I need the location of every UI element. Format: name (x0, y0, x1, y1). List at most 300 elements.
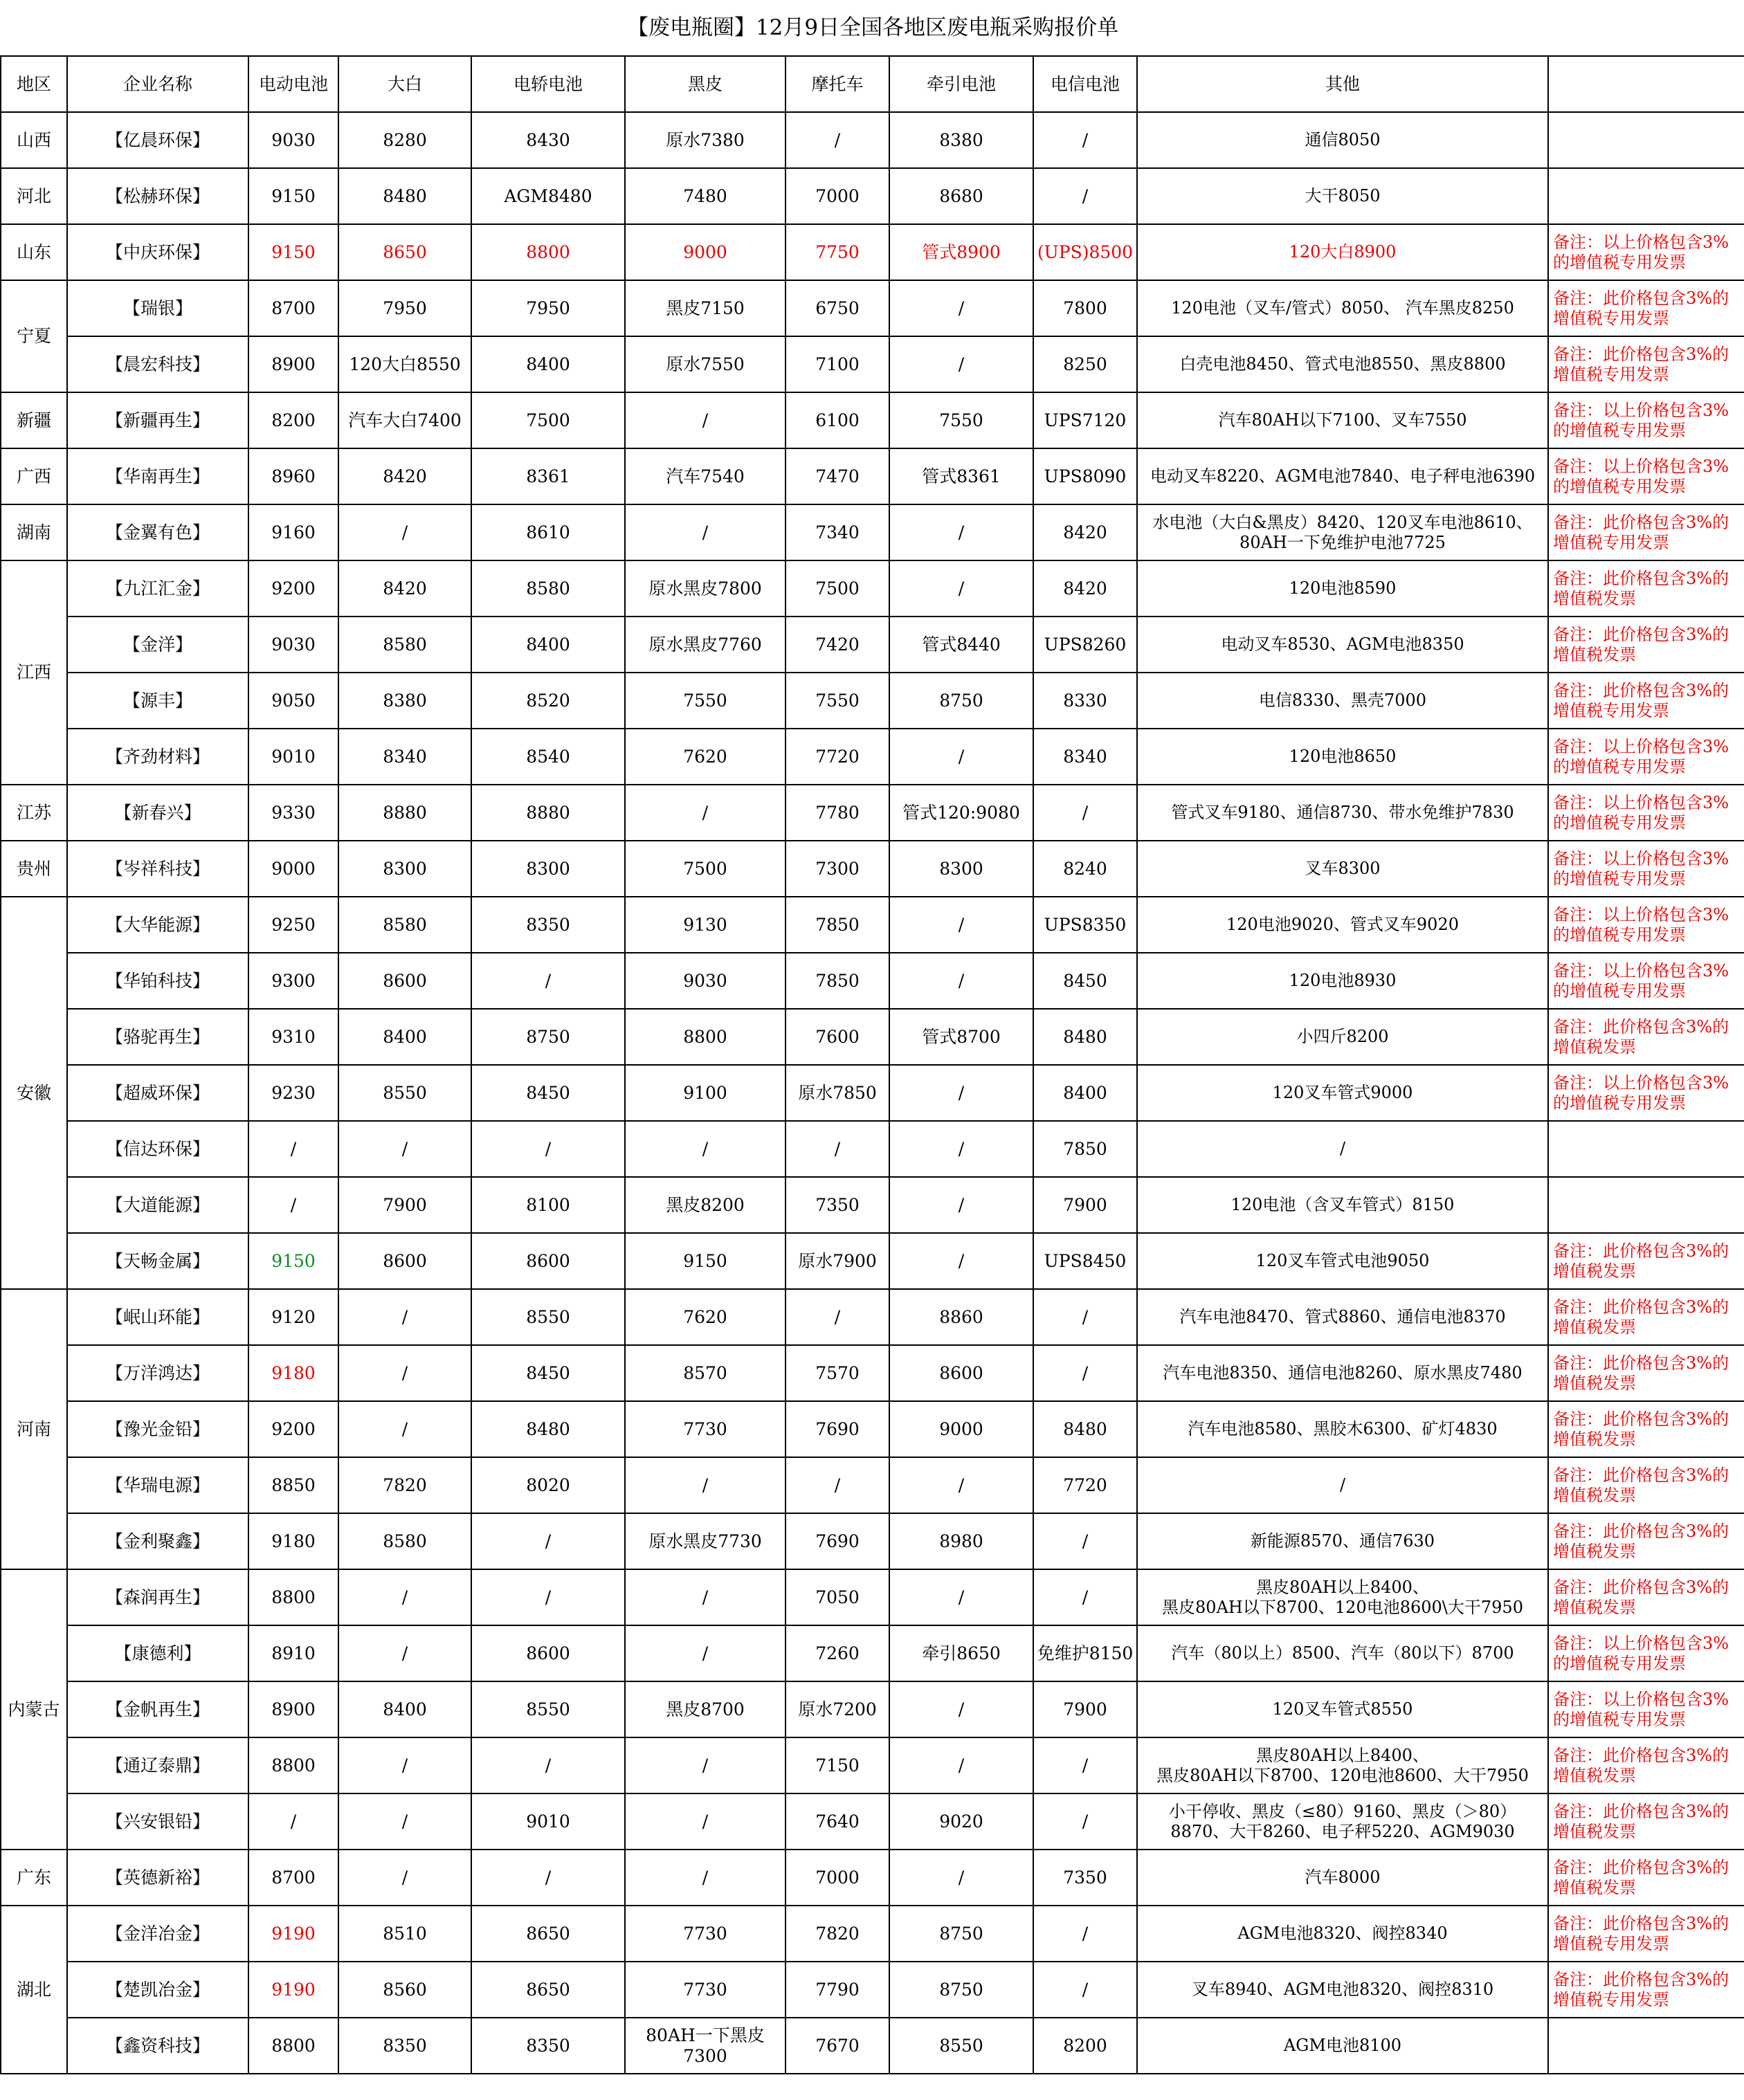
price-motorcycle: 7690 (785, 1513, 889, 1569)
company-cell: 【楚凯冶金】 (67, 1962, 248, 2018)
price-white-case: 8600 (338, 953, 471, 1009)
price-car-battery: 8610 (471, 504, 625, 560)
remark-cell (1548, 112, 1744, 168)
price-motorcycle: 7350 (785, 1177, 889, 1233)
price-black-case: / (625, 1625, 785, 1681)
price-telecom-battery: / (1033, 1289, 1137, 1345)
price-traction-battery: / (889, 1737, 1033, 1793)
price-ebike-battery: 9180 (248, 1513, 338, 1569)
price-white-case: 8650 (338, 224, 471, 280)
price-white-case: 8580 (338, 617, 471, 673)
remark-cell (1548, 2018, 1744, 2074)
company-cell: 【通辽泰鼎】 (67, 1737, 248, 1793)
price-motorcycle: 7850 (785, 897, 889, 953)
price-telecom-battery: 8250 (1033, 336, 1137, 392)
price-car-battery: / (471, 953, 625, 1009)
price-other: 120电池（含叉车管式）8150 (1137, 1177, 1548, 1233)
remark-cell: 备注：此价格包含3%的增值税发票 (1548, 1233, 1744, 1289)
header-other: 其他 (1137, 56, 1548, 112)
price-telecom-battery: 8200 (1033, 2018, 1137, 2074)
price-car-battery: / (471, 1850, 625, 1906)
price-other: 叉车8300 (1137, 841, 1548, 897)
price-car-battery: 8020 (471, 1457, 625, 1513)
remark-cell: 备注：以上价格包含3%的增值税专用发票 (1548, 785, 1744, 841)
price-other: 120电池（叉车/管式）8050、 汽车黑皮8250 (1137, 280, 1548, 336)
price-car-battery: 8600 (471, 1233, 625, 1289)
price-telecom-battery: 8420 (1033, 504, 1137, 560)
company-cell: 【兴安银铅】 (67, 1793, 248, 1850)
header-traction-battery: 牵引电池 (889, 56, 1033, 112)
remark-cell: 备注：此价格包含3%的增值税发票 (1548, 617, 1744, 673)
remark-cell: 备注：以上价格包含3%的增值税专用发票 (1548, 897, 1744, 953)
price-white-case: 8560 (338, 1962, 471, 2018)
price-black-case: 80AH一下黑皮7300 (625, 2018, 785, 2074)
remark-cell: 备注：此价格包含3%的增值税发票 (1548, 1345, 1744, 1401)
price-white-case: 8280 (338, 112, 471, 168)
price-telecom-battery: UPS8450 (1033, 1233, 1137, 1289)
region-cell: 贵州 (1, 841, 67, 897)
price-ebike-battery: 9120 (248, 1289, 338, 1345)
price-motorcycle: 7690 (785, 1401, 889, 1457)
price-ebike-battery: 9310 (248, 1009, 338, 1065)
table-row (1, 168, 1744, 224)
price-traction-battery: / (889, 1177, 1033, 1233)
price-black-case: / (625, 785, 785, 841)
price-traction-battery: / (889, 1233, 1033, 1289)
price-traction-battery: / (889, 1569, 1033, 1625)
price-telecom-battery: / (1033, 1962, 1137, 2018)
price-white-case: 8420 (338, 448, 471, 504)
price-other: / (1137, 1457, 1548, 1513)
price-other: 黑皮80AH以上8400、 黑皮80AH以下8700、120电池8600、大干7950 (1137, 1737, 1548, 1793)
price-other: 汽车（80以上）8500、汽车（80以下）8700 (1137, 1625, 1548, 1681)
price-traction-battery: 9020 (889, 1793, 1033, 1850)
company-cell: 【金翼有色】 (67, 504, 248, 560)
header-row (1, 56, 1744, 112)
price-black-case: / (625, 1737, 785, 1793)
price-motorcycle: 7470 (785, 448, 889, 504)
price-white-case: / (338, 1793, 471, 1850)
region-cell: 新疆 (1, 392, 67, 448)
table-row (1, 841, 1744, 897)
price-car-battery: 8100 (471, 1177, 625, 1233)
price-other: 白壳电池8450、管式电池8550、黑皮8800 (1137, 336, 1548, 392)
price-traction-battery: 管式120:9080 (889, 785, 1033, 841)
price-motorcycle: 7000 (785, 1850, 889, 1906)
price-ebike-battery: 9150 (248, 168, 338, 224)
price-telecom-battery: 8340 (1033, 729, 1137, 785)
price-white-case: 120大白8550 (338, 336, 471, 392)
table-row (1, 953, 1744, 1009)
price-traction-battery: 8750 (889, 673, 1033, 729)
price-telecom-battery: UPS7120 (1033, 392, 1137, 448)
price-traction-battery: 牵引8650 (889, 1625, 1033, 1681)
price-black-case: 7620 (625, 729, 785, 785)
price-other: 汽车电池8580、黑胶木6300、矿灯4830 (1137, 1401, 1548, 1457)
price-car-battery: 8650 (471, 1906, 625, 1962)
price-car-battery: 8550 (471, 1289, 625, 1345)
price-traction-battery: / (889, 729, 1033, 785)
price-white-case: 7900 (338, 1177, 471, 1233)
price-car-battery: 8880 (471, 785, 625, 841)
price-black-case: 8570 (625, 1345, 785, 1401)
price-white-case: / (338, 1121, 471, 1177)
price-motorcycle: 7500 (785, 560, 889, 617)
price-traction-battery: 8750 (889, 1962, 1033, 2018)
price-white-case: 8420 (338, 560, 471, 617)
company-cell: 【信达环保】 (67, 1121, 248, 1177)
price-other: 汽车电池8350、通信电池8260、原水黑皮7480 (1137, 1345, 1548, 1401)
price-telecom-battery: 7900 (1033, 1681, 1137, 1737)
price-car-battery: / (471, 1121, 625, 1177)
price-car-battery: 8580 (471, 560, 625, 617)
price-traction-battery: 8600 (889, 1345, 1033, 1401)
price-telecom-battery: UPS8090 (1033, 448, 1137, 504)
price-other: / (1137, 1121, 1548, 1177)
price-motorcycle: 7570 (785, 1345, 889, 1401)
price-other: AGM电池8100 (1137, 2018, 1548, 2074)
company-cell: 【新疆再生】 (67, 392, 248, 448)
price-black-case: / (625, 392, 785, 448)
price-car-battery: 8350 (471, 2018, 625, 2074)
price-black-case: 黑皮8200 (625, 1177, 785, 1233)
price-black-case: 9000 (625, 224, 785, 280)
company-cell: 【瑞银】 (67, 280, 248, 336)
region-cell: 安徽 (1, 897, 67, 1289)
price-white-case: / (338, 1401, 471, 1457)
price-white-case: / (338, 504, 471, 560)
price-black-case: 7730 (625, 1401, 785, 1457)
price-car-battery: 8450 (471, 1345, 625, 1401)
price-traction-battery: 管式8440 (889, 617, 1033, 673)
price-car-battery: 8300 (471, 841, 625, 897)
price-other: 120电池9020、管式叉车9020 (1137, 897, 1548, 953)
company-cell: 【英德新裕】 (67, 1850, 248, 1906)
price-telecom-battery: 7720 (1033, 1457, 1137, 1513)
price-motorcycle: / (785, 1121, 889, 1177)
price-telecom-battery: / (1033, 1345, 1137, 1401)
price-ebike-battery: 8900 (248, 1681, 338, 1737)
price-black-case: 7550 (625, 673, 785, 729)
price-ebike-battery: 8800 (248, 1569, 338, 1625)
table-row (1, 1850, 1744, 1906)
remark-cell: 备注：以上价格包含3%的增值税专用发票 (1548, 448, 1744, 504)
remark-cell (1548, 1121, 1744, 1177)
price-telecom-battery: 免维护8150 (1033, 1625, 1137, 1681)
price-other: 120电池8650 (1137, 729, 1548, 785)
price-telecom-battery: / (1033, 1737, 1137, 1793)
table-row (1, 673, 1744, 729)
price-motorcycle: 7050 (785, 1569, 889, 1625)
table-row (1, 1009, 1744, 1065)
company-cell: 【华南再生】 (67, 448, 248, 504)
remark-cell: 备注：此价格包含3%的增值税专用发票 (1548, 673, 1744, 729)
price-ebike-battery: 8800 (248, 2018, 338, 2074)
company-cell: 【万洋鸿达】 (67, 1345, 248, 1401)
company-cell: 【超威环保】 (67, 1065, 248, 1121)
price-motorcycle: 7000 (785, 168, 889, 224)
price-traction-battery: 8980 (889, 1513, 1033, 1569)
price-ebike-battery: 8800 (248, 1737, 338, 1793)
company-cell: 【金洋冶金】 (67, 1906, 248, 1962)
price-car-battery: 8430 (471, 112, 625, 168)
price-traction-battery: / (889, 560, 1033, 617)
price-traction-battery: / (889, 1850, 1033, 1906)
table-row (1, 729, 1744, 785)
company-cell: 【大华能源】 (67, 897, 248, 953)
remark-cell: 备注：此价格包含3%的增值税发票 (1548, 1737, 1744, 1793)
company-cell: 【金洋】 (67, 617, 248, 673)
price-ebike-battery: 9010 (248, 729, 338, 785)
price-traction-battery: / (889, 1457, 1033, 1513)
price-ebike-battery: 8910 (248, 1625, 338, 1681)
company-cell: 【森润再生】 (67, 1569, 248, 1625)
header-region: 地区 (1, 56, 67, 112)
price-car-battery: 8750 (471, 1009, 625, 1065)
price-black-case: 7730 (625, 1962, 785, 2018)
remark-cell: 备注：以上价格包含3%的增值税专用发票 (1548, 1681, 1744, 1737)
remark-cell: 备注：此价格包含3%的增值税专用发票 (1548, 336, 1744, 392)
price-motorcycle: 7600 (785, 1009, 889, 1065)
price-traction-battery: / (889, 1121, 1033, 1177)
price-motorcycle: / (785, 112, 889, 168)
price-ebike-battery: 9200 (248, 560, 338, 617)
price-telecom-battery: / (1033, 168, 1137, 224)
price-black-case: 9150 (625, 1233, 785, 1289)
price-car-battery: 7950 (471, 280, 625, 336)
price-telecom-battery: 8330 (1033, 673, 1137, 729)
price-white-case: 8480 (338, 168, 471, 224)
price-white-case: 8880 (338, 785, 471, 841)
remark-cell: 备注：此价格包含3%的增值税发票 (1548, 1457, 1744, 1513)
table-row (1, 1121, 1744, 1177)
price-white-case: 8400 (338, 1009, 471, 1065)
price-telecom-battery: / (1033, 1569, 1137, 1625)
remark-cell: 备注：此价格包含3%的增值税发票 (1548, 1850, 1744, 1906)
price-other: 水电池（大白&黑皮）8420、120叉车电池8610、80AH一下免维护电池7725 (1137, 504, 1548, 560)
region-cell: 河南 (1, 1289, 67, 1569)
remark-cell: 备注：此价格包含3%的增值税发票 (1548, 1793, 1744, 1850)
price-ebike-battery: 9330 (248, 785, 338, 841)
price-motorcycle: 7260 (785, 1625, 889, 1681)
price-car-battery: 7500 (471, 392, 625, 448)
price-motorcycle: 7790 (785, 1962, 889, 2018)
price-ebike-battery: 9180 (248, 1345, 338, 1401)
price-telecom-battery: 7350 (1033, 1850, 1137, 1906)
price-ebike-battery: 9150 (248, 1233, 338, 1289)
price-ebike-battery: 9030 (248, 112, 338, 168)
price-telecom-battery: UPS8350 (1033, 897, 1137, 953)
price-other: 叉车8940、AGM电池8320、阀控8310 (1137, 1962, 1548, 2018)
table-row (1, 224, 1744, 280)
price-motorcycle: 6100 (785, 392, 889, 448)
price-other: 120叉车管式电池9050 (1137, 1233, 1548, 1289)
price-other: 大干8050 (1137, 168, 1548, 224)
company-cell: 【新春兴】 (67, 785, 248, 841)
company-cell: 【豫光金铅】 (67, 1401, 248, 1457)
price-motorcycle: 7820 (785, 1906, 889, 1962)
company-cell: 【鑫资科技】 (67, 2018, 248, 2074)
price-traction-battery: / (889, 280, 1033, 336)
price-traction-battery: 7550 (889, 392, 1033, 448)
price-motorcycle: 7850 (785, 953, 889, 1009)
company-cell: 【骆驼再生】 (67, 1009, 248, 1065)
company-cell: 【九江汇金】 (67, 560, 248, 617)
price-white-case: / (338, 1345, 471, 1401)
price-car-battery: / (471, 1737, 625, 1793)
price-car-battery: 9010 (471, 1793, 625, 1850)
remark-cell: 备注：此价格包含3%的增值税专用发票 (1548, 280, 1744, 336)
price-ebike-battery: 9200 (248, 1401, 338, 1457)
region-cell: 江苏 (1, 785, 67, 841)
price-ebike-battery: 9050 (248, 673, 338, 729)
price-car-battery: 8800 (471, 224, 625, 280)
company-cell: 【金帆再生】 (67, 1681, 248, 1737)
price-motorcycle: 7720 (785, 729, 889, 785)
remark-cell: 备注：此价格包含3%的增值税发票 (1548, 1401, 1744, 1457)
price-traction-battery: 管式8700 (889, 1009, 1033, 1065)
remark-cell: 备注：此价格包含3%的增值税发票 (1548, 1513, 1744, 1569)
price-motorcycle: 7780 (785, 785, 889, 841)
table-row (1, 1345, 1744, 1401)
price-other: 黑皮80AH以上8400、 黑皮80AH以下8700、120电池8600\大干7950 (1137, 1569, 1548, 1625)
region-cell: 山西 (1, 112, 67, 168)
price-other: 120电池8590 (1137, 560, 1548, 617)
price-black-case: 黑皮7150 (625, 280, 785, 336)
price-black-case: 9100 (625, 1065, 785, 1121)
table-row (1, 897, 1744, 953)
remark-cell: 备注：以上价格包含3%的增值税专用发票 (1548, 729, 1744, 785)
table-row (1, 1737, 1744, 1793)
table-row (1, 1401, 1744, 1457)
price-other: 小四斤8200 (1137, 1009, 1548, 1065)
price-black-case: 7620 (625, 1289, 785, 1345)
price-black-case: 原水黑皮7760 (625, 617, 785, 673)
table-row (1, 336, 1744, 392)
header-ebike-battery: 电动电池 (248, 56, 338, 112)
price-white-case: / (338, 1850, 471, 1906)
header-car-battery: 电轿电池 (471, 56, 625, 112)
price-white-case: 汽车大白7400 (338, 392, 471, 448)
price-motorcycle: 7640 (785, 1793, 889, 1850)
price-telecom-battery: UPS8260 (1033, 617, 1137, 673)
region-cell: 湖南 (1, 504, 67, 560)
price-black-case: 原水黑皮7730 (625, 1513, 785, 1569)
price-car-battery: 8650 (471, 1962, 625, 2018)
price-traction-battery: / (889, 504, 1033, 560)
price-other: 电信8330、黑壳7000 (1137, 673, 1548, 729)
region-cell: 内蒙古 (1, 1569, 67, 1850)
table-row (1, 448, 1744, 504)
header-motorcycle: 摩托车 (785, 56, 889, 112)
remark-cell (1548, 1177, 1744, 1233)
price-ebike-battery: 8960 (248, 448, 338, 504)
price-traction-battery: / (889, 897, 1033, 953)
price-ebike-battery: 9190 (248, 1906, 338, 1962)
price-motorcycle: 7100 (785, 336, 889, 392)
remark-cell: 备注：以上价格包含3%的增值税专用发票 (1548, 392, 1744, 448)
company-cell: 【金利聚鑫】 (67, 1513, 248, 1569)
company-cell: 【岑祥科技】 (67, 841, 248, 897)
price-black-case: 汽车7540 (625, 448, 785, 504)
price-white-case: 8350 (338, 2018, 471, 2074)
price-white-case: 8600 (338, 1233, 471, 1289)
price-telecom-battery: 7900 (1033, 1177, 1137, 1233)
remark-cell: 备注：此价格包含3%的增值税专用发票 (1548, 504, 1744, 560)
table-row (1, 1906, 1744, 1962)
price-white-case: 8380 (338, 673, 471, 729)
price-black-case: 原水黑皮7800 (625, 560, 785, 617)
region-cell: 河北 (1, 168, 67, 224)
price-traction-battery: / (889, 336, 1033, 392)
price-black-case: 原水7550 (625, 336, 785, 392)
price-telecom-battery: / (1033, 1906, 1137, 1962)
remark-cell: 备注：此价格包含3%的增值税发票 (1548, 1289, 1744, 1345)
price-telecom-battery: / (1033, 112, 1137, 168)
price-car-battery: 8480 (471, 1401, 625, 1457)
price-motorcycle: 7550 (785, 673, 889, 729)
price-traction-battery: 8860 (889, 1289, 1033, 1345)
price-other: 通信8050 (1137, 112, 1548, 168)
price-white-case: 7950 (338, 280, 471, 336)
price-car-battery: 8400 (471, 617, 625, 673)
table-row (1, 1065, 1744, 1121)
remark-cell: 备注：此价格包含3%的增值税发票 (1548, 560, 1744, 617)
company-cell: 【中庆环保】 (67, 224, 248, 280)
region-cell: 广西 (1, 448, 67, 504)
price-white-case: / (338, 1569, 471, 1625)
price-black-case: 7730 (625, 1906, 785, 1962)
price-car-battery: / (471, 1513, 625, 1569)
price-other: 120叉车管式8550 (1137, 1681, 1548, 1737)
price-ebike-battery: / (248, 1121, 338, 1177)
company-cell: 【晨宏科技】 (67, 336, 248, 392)
price-telecom-battery: 7800 (1033, 280, 1137, 336)
price-car-battery: 8450 (471, 1065, 625, 1121)
table-row (1, 392, 1744, 448)
page-title: 【废电瓶圈】12月9日全国各地区废电瓶采购报价单 (1, 0, 1744, 56)
company-cell: 【天畅金属】 (67, 1233, 248, 1289)
price-motorcycle: 7750 (785, 224, 889, 280)
price-motorcycle: 原水7900 (785, 1233, 889, 1289)
price-other: 小干停收、黑皮（≤80）9160、黑皮（＞80）8870、大干8260、电子秤5220、AGM9030 (1137, 1793, 1548, 1850)
price-traction-battery: 8550 (889, 2018, 1033, 2074)
price-white-case: 8580 (338, 1513, 471, 1569)
table-row (1, 785, 1744, 841)
price-other: 120大白8900 (1137, 224, 1548, 280)
table-row (1, 1513, 1744, 1569)
company-cell: 【松赫环保】 (67, 168, 248, 224)
price-telecom-battery: 8480 (1033, 1401, 1137, 1457)
price-black-case: / (625, 1793, 785, 1850)
price-motorcycle: 7670 (785, 2018, 889, 2074)
price-telecom-battery: 8480 (1033, 1009, 1137, 1065)
price-car-battery: 8520 (471, 673, 625, 729)
price-other: 汽车电池8470、管式8860、通信电池8370 (1137, 1289, 1548, 1345)
price-traction-battery: 8680 (889, 168, 1033, 224)
price-black-case: 黑皮8700 (625, 1681, 785, 1737)
price-black-case: / (625, 504, 785, 560)
table-row (1, 112, 1744, 168)
price-car-battery: / (471, 1569, 625, 1625)
price-other: 120叉车管式9000 (1137, 1065, 1548, 1121)
price-black-case: / (625, 1121, 785, 1177)
price-ebike-battery: 8700 (248, 1850, 338, 1906)
price-white-case: 8550 (338, 1065, 471, 1121)
table-row (1, 1625, 1744, 1681)
price-motorcycle: / (785, 1457, 889, 1513)
price-black-case: 9030 (625, 953, 785, 1009)
